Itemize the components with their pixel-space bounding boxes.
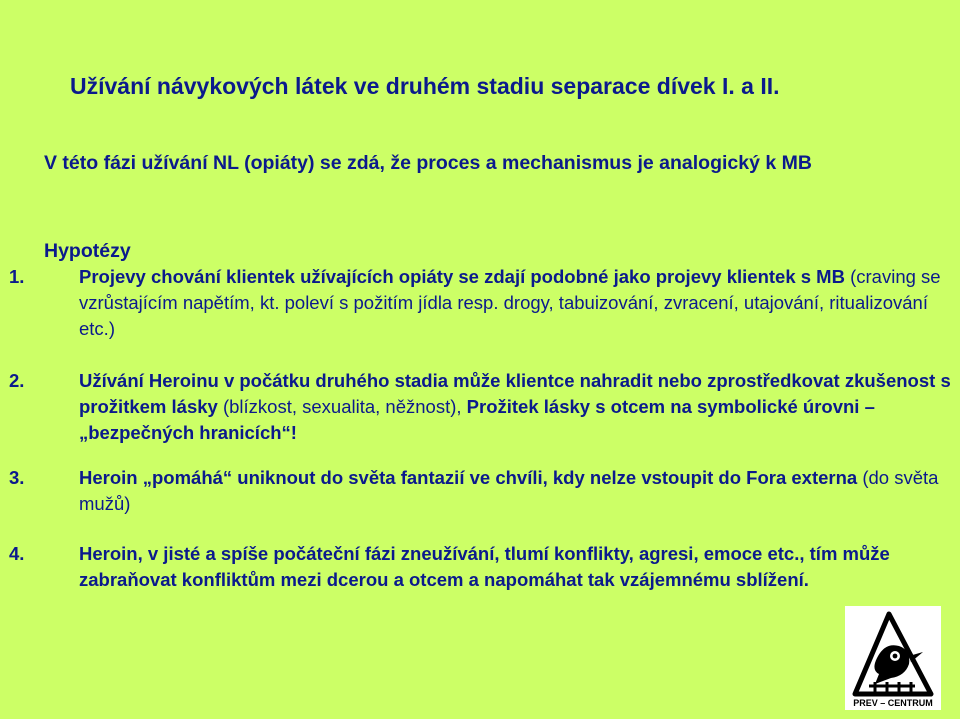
item-bold-text-2: Prožitek lásky s otcem na symbolické úrovni – „bezpečných hranicích“! — [79, 396, 875, 443]
item-number: 3. — [9, 467, 25, 488]
list-item — [9, 368, 959, 446]
item-normal-text: (do světa mužů) — [79, 467, 939, 514]
list-item — [9, 541, 959, 593]
item-number: 4. — [9, 543, 25, 564]
item-bold-text: Užívání Heroinu v počátku druhého stadia může klientce nahradit nebo zprostředkovat zkušenost s prožitkem lásky — [79, 370, 951, 417]
logo-text: PREV – CENTRUM — [853, 698, 933, 708]
item-bold-text: Projevy chování klientek užívajících opiáty se zdají podobné jako projevy klientek s MB — [79, 266, 845, 287]
bird-triangle-logo-icon — [845, 606, 941, 710]
prev-centrum-logo — [845, 606, 941, 710]
page-title: Užívání návykových látek ve druhém stadiu separace dívek I. a II. — [70, 73, 780, 99]
list-item — [9, 465, 959, 517]
item-bold-text: Heroin, v jisté a spíše počáteční fázi zneužívání, tlumí konflikty, agresi, emoce etc., tím může zabraňovat konfliktům mezi dcerou a otcem a napomáhat tak vzájemnému sblížení. — [79, 543, 890, 590]
list-item — [9, 264, 959, 342]
item-number: 1. — [9, 266, 25, 287]
item-normal-text: (craving se vzrůstajícím napětím, kt. poleví s požitím jídla resp. drogy, tabuizování, zvracení, utajování, ritualizování etc.) — [79, 266, 941, 339]
item-number: 2. — [9, 370, 25, 391]
item-bold-text: Heroin „pomáhá“ uniknout do světa fantazií ve chvíli, kdy nelze vstoupit do Fora externa — [79, 467, 858, 488]
hypothesis-label: Hypotézy — [44, 240, 131, 262]
intro-paragraph: V této fázi užívání NL (opiáty) se zdá, že proces a mechanismus je analogický k MB — [44, 152, 812, 174]
item-normal-text: (blízkost, sexualita, něžnost), — [217, 396, 467, 417]
